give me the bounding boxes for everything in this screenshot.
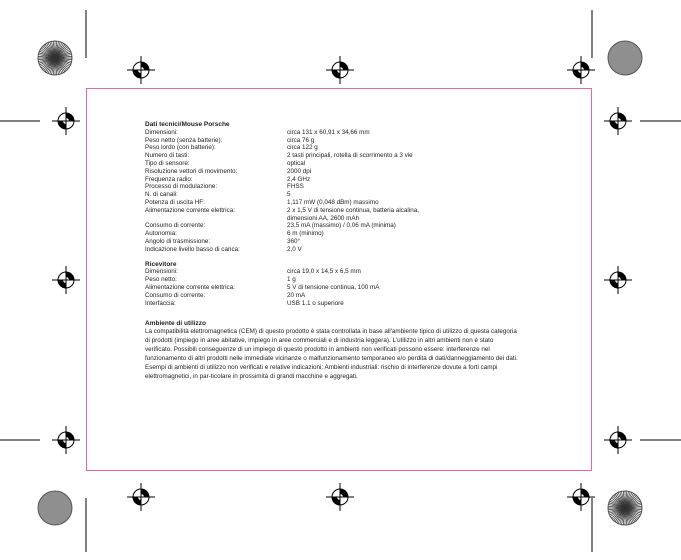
spec-row: [145, 284, 570, 292]
spec-value: 20 mA: [287, 291, 306, 299]
spec-label: Autonomia:: [145, 230, 177, 238]
spec-value: 1 g: [287, 276, 296, 284]
document-body: [145, 121, 570, 382]
spec-label: Indicazione livello basso di carica:: [145, 245, 240, 253]
spec-row: [145, 268, 570, 276]
section-title-tech-data: Dati tecnici/Mouse Porsche: [145, 121, 230, 128]
spec-value: 2,0 V: [287, 245, 302, 253]
spec-value: FHSS: [287, 183, 304, 191]
paragraph-line: di prodotti (impiego in aree abitative, impiego in aree commerciali e di industria leggera). L'utilizzo in altri ambienti non è stato: [145, 337, 494, 345]
spec-label: Consumo di corrente:: [145, 222, 206, 230]
spec-row: [145, 152, 570, 160]
spec-value: 2,4 GHz: [287, 175, 311, 183]
spec-value: 2000 dpi: [287, 167, 312, 175]
spec-label: Alimentazione corrente elettrica:: [145, 283, 235, 291]
spec-label: Dimensioni:: [145, 268, 178, 276]
spec-label: N. di canali:: [145, 191, 178, 199]
spec-value: optical: [287, 159, 306, 167]
spec-row: [145, 176, 570, 184]
spec-row: [145, 215, 570, 223]
spec-row: [145, 276, 570, 284]
spec-label: Frequenza radio:: [145, 175, 193, 183]
spec-label: Interfaccia:: [145, 299, 176, 307]
spec-value: circa 76 g: [287, 136, 315, 144]
spec-value: 6 m (minimo): [287, 230, 324, 238]
section-title-receiver: Ricevitore: [145, 260, 177, 268]
spec-value: circa 122 g: [287, 144, 318, 152]
paragraph-line: elettromagnetici, in par-ticolare in prossimità di grandi macchine e aggregati.: [145, 372, 358, 380]
spec-value: circa 131 x 60,91 x 34,66 mm: [287, 128, 370, 136]
spec-row: [145, 238, 570, 246]
spec-row: [145, 300, 570, 308]
spec-value: 5: [287, 191, 291, 199]
gray-patch-icon: [38, 491, 72, 525]
spec-label: Tipo di sensore:: [145, 159, 190, 167]
spec-label: Peso lordo (con batterie):: [145, 144, 216, 152]
spec-value: USB 1.1 o superiore: [287, 299, 344, 307]
spec-value: circa 19,0 x 14,5 x 6,5 mm: [287, 268, 361, 276]
spec-label: [145, 215, 287, 223]
gray-patch-icon: [608, 41, 642, 75]
paragraph-line: verificato. Possibili conseguenze di un impiego di questo prodotto in ambienti non verificati possono essere: interferenze nel: [145, 345, 490, 353]
environment-paragraph: [145, 328, 570, 381]
spec-label: Risoluzione vettori di movimento:: [145, 167, 238, 175]
spec-row: [145, 191, 570, 199]
paragraph-line: La compatibilità elettromagnetica (CEM) di questo prodotto è stata controllata in base all'ambiente tipico di utilizzo di questa categoria: [145, 328, 517, 336]
paragraph-line: Esempi di ambienti di utilizzo non verificati e relative indicazioni: Ambienti industriali: rischio di interferenze dovute a forti campi: [145, 363, 498, 371]
spec-label: Angolo di trasmissione:: [145, 237, 211, 245]
spec-value: 5 V di tensione continua, 100 mA: [287, 283, 380, 291]
spec-list-receiver: [145, 268, 570, 307]
spec-row: [145, 222, 570, 230]
section-title-environment: Ambiente di utilizzo: [145, 320, 207, 328]
spec-label: Alimentazione corrente elettrica:: [145, 206, 235, 214]
spec-row: [145, 183, 570, 191]
spec-row: [145, 230, 570, 238]
spec-label: Dimensioni:: [145, 128, 178, 136]
spec-row: [145, 129, 570, 137]
spec-value: 23,5 mA (massimo) / 0,06 mA (minima): [287, 222, 396, 230]
spec-row: [145, 246, 570, 254]
spec-row: [145, 207, 570, 215]
spec-label: Peso netto (senza batterie):: [145, 136, 223, 144]
spec-row: [145, 292, 570, 300]
spec-label: Numero di tasti:: [145, 152, 190, 160]
spec-row: [145, 137, 570, 145]
spec-value: dimensioni AA, 2600 mAh: [287, 214, 360, 222]
spec-value: 1,117 mW (0,048 dBm) massimo: [287, 198, 379, 206]
spec-list-mouse: [145, 129, 570, 254]
spec-row: [145, 199, 570, 207]
paragraph-line: funzionamento di altri prodotti nelle immediate vicinanze o malfunzionamento temporaneo e/o perdita di dati/danneggiamento dei dati.: [145, 354, 518, 362]
spec-value: 2 x 1,5 V di tensione continua, batteria alcalina,: [287, 206, 419, 214]
spec-row: [145, 144, 570, 152]
spec-label: Processo di modulazione:: [145, 183, 218, 191]
spec-value: 2 tasti principali, rotella di scorrimento a 3 vie: [287, 152, 413, 160]
spec-label: Potenza di uscita HF:: [145, 198, 205, 206]
spec-label: Consumo di corrente:: [145, 291, 206, 299]
spec-row: [145, 160, 570, 168]
spec-value: 360°: [287, 237, 301, 245]
spec-label: Peso netto:: [145, 276, 177, 284]
spec-row: [145, 168, 570, 176]
